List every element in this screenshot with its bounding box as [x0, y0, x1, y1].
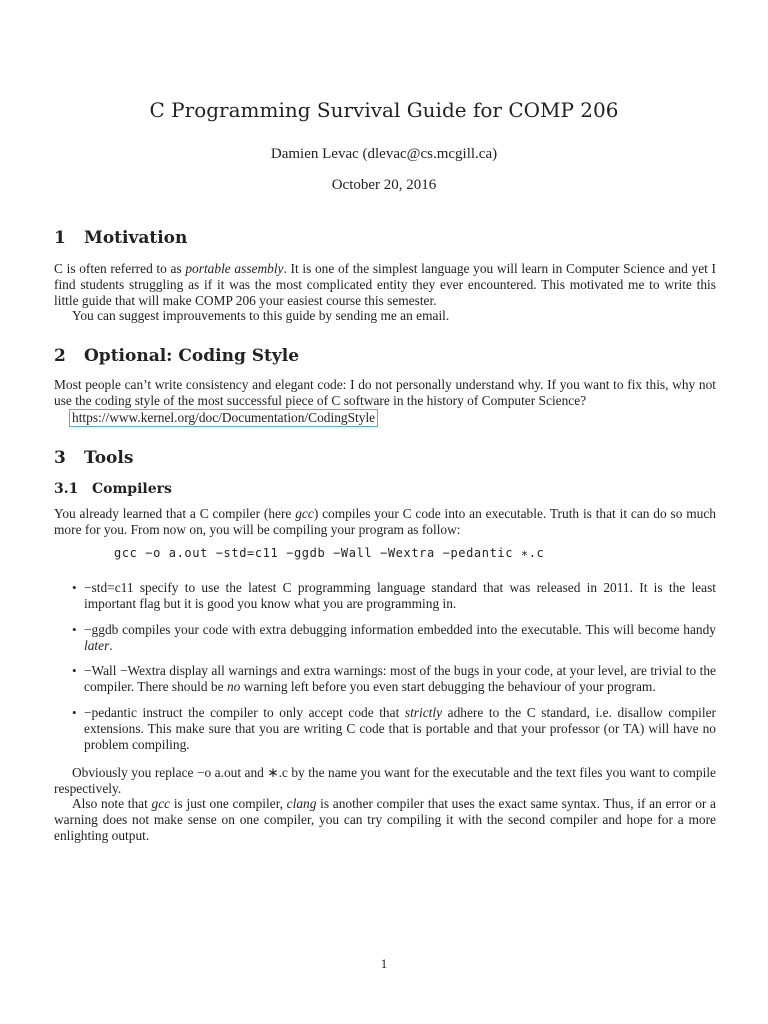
text-run: is another compiler that uses the exact same syntax. Thus, if an error or a warning does not make sense on one compiler, you can try compiling it with the second compiler and hope for a more enlighting output. [54, 796, 716, 843]
compiler-note-paragraph [54, 796, 716, 844]
replace-paragraph: Obviously you replace −o a.out and ∗.c by the name you want for the executable and the text files you want to compile respectively. [54, 765, 716, 796]
section-heading-motivation [54, 228, 187, 248]
document-author: Damien Levac (dlevac@cs.mcgill.ca) [270, 146, 498, 162]
list-item-text [84, 705, 716, 753]
text-run: adhere to the C standard, i.e. disallow compiler extensions. This make sure that you are writing C code that is portable and that your professor (or TA) will have no problem compiling. [84, 705, 716, 752]
emphasis-text: no [226, 679, 241, 694]
bullet-icon: • [72, 705, 77, 720]
list-item-text [84, 663, 716, 695]
text-run: You already learned that a C compiler (here [54, 506, 296, 521]
page-number: 1 [380, 956, 388, 971]
text-run: Also note that [72, 796, 152, 811]
bullet-icon: • [72, 663, 77, 678]
document-date: October 20, 2016 [331, 177, 437, 193]
emphasis-text: later [84, 638, 110, 653]
text-run: ) compiles your C code into an executable. Truth is that it can do so much more for you. From now on, you will be compiling your program as follow: [54, 506, 716, 537]
emphasis-text: clang [286, 796, 317, 811]
text-run: . It is one of the simplest language you will learn in Computer Science and yet I find students struggling as if it was the most complicated entity they ever encountered. This motivated me to write this little guide that will make COMP 206 your easiest course this semester. [54, 261, 716, 308]
text-run: warning left before you even start debugging the behaviour of your program. [240, 679, 656, 694]
subsection-number: 3.1 [54, 481, 79, 497]
emphasis-text: portable assembly [185, 261, 284, 276]
section-heading-coding-style [54, 346, 299, 366]
subsection-heading-compilers [54, 481, 172, 497]
text-run: . [109, 638, 113, 653]
section-heading-tools [54, 448, 133, 468]
motivation-paragraph [54, 261, 716, 309]
coding-style-link[interactable]: https://www.kernel.org/doc/Documentation/CodingStyle [69, 409, 378, 427]
bullet-icon: • [72, 622, 77, 637]
list-item-text: −std=c11 specify to use the latest C programming language standard that was released in 2011. It is the least important flag but it is good you know what you are programming in. [84, 580, 716, 611]
coding-style-paragraph: Most people can’t write consistency and elegant code: I do not personally understand why. If you want to fix this, why not use the coding style of the most successful piece of C software in the history of Computer Science? [54, 377, 716, 408]
bullet-icon: • [72, 580, 77, 595]
text-run: is just one compiler, [170, 796, 287, 811]
section-title: Tools [84, 448, 134, 468]
list-item-text [84, 622, 716, 654]
text-run: −Wall −Wextra display all warnings and extra warnings: most of the bugs in your code, at your level, are trivial to the compiler. There should be [84, 663, 716, 694]
compile-command: gcc −o a.out −std=c11 −ggdb −Wall −Wextra −pedantic ∗.c [114, 546, 545, 560]
text-run: −pedantic instruct the compiler to only accept code that [84, 705, 405, 720]
section-number: 1 [54, 228, 66, 248]
text-run: C is often referred to as [54, 261, 186, 276]
compilers-paragraph [54, 506, 716, 538]
document-title: C Programming Survival Guide for COMP 206 [149, 98, 619, 122]
suggestion-paragraph: You can suggest improuvements to this guide by sending me an email. [72, 308, 450, 323]
text-run: −ggdb compiles your code with extra debugging information embedded into the executable. This will become handy [84, 622, 716, 637]
section-title: Motivation [84, 228, 188, 248]
section-number: 2 [54, 346, 66, 366]
section-title: Optional: Coding Style [84, 346, 300, 366]
section-number: 3 [54, 448, 66, 468]
subsection-title: Compilers [92, 481, 172, 497]
emphasis-text: strictly [404, 705, 443, 720]
emphasis-text: gcc [151, 796, 171, 811]
emphasis-text: gcc [295, 506, 314, 521]
